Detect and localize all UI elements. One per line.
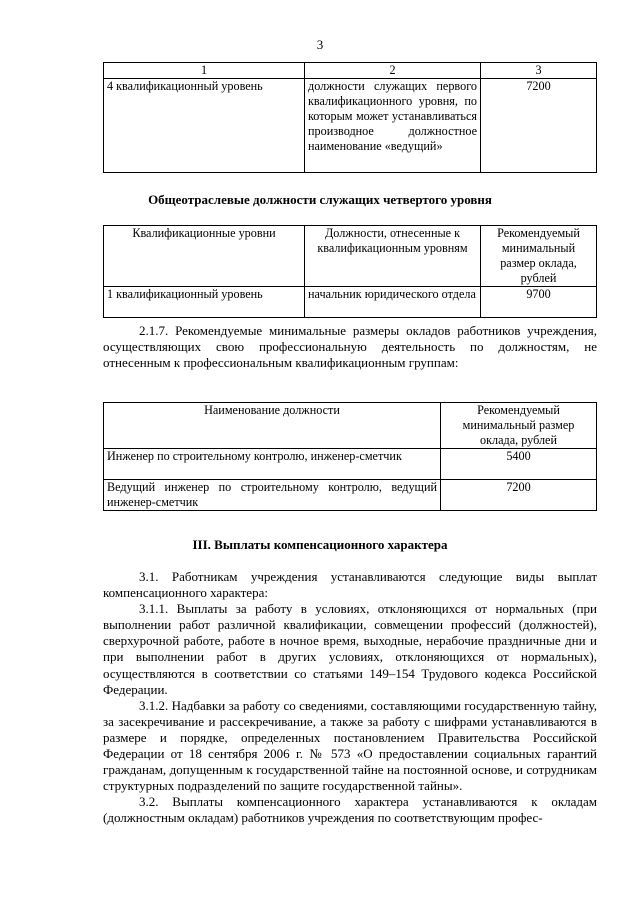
table-header-row xyxy=(104,63,597,79)
paragraph-3-2: 3.2. Выплаты компенсационного характера устанавливаются к окладам (должностным окладам) работников учреждения по соответствующим профес- xyxy=(103,794,597,826)
paragraph-3-1-2: 3.1.2. Надбавки за работу со сведениями, составляющими государственную тайну, за засекречивание и рассекречивание, а также за работу с шифрами устанавливаются в размере и порядке, определенных постановлением Правительства Российской Федерации от 18 сентября 2006 г. № 573 «О предоставлении социальных гарантий гражданам, допущенным к государственной тайне на постоянной основе, и сотрудникам структурных подразделений по защите государственной тайны». xyxy=(103,697,597,794)
level-cell: 1 квалификационный уровень xyxy=(104,287,305,318)
table-row xyxy=(104,79,597,173)
level-cell: 4 квалификационный уровень xyxy=(104,79,305,173)
header-cell: Квалификационные уровни xyxy=(104,226,305,287)
header-cell: 1 xyxy=(104,63,305,79)
table-header-row xyxy=(104,226,597,287)
position-name-cell: Ведущий инженер по строительному контролю, ведущий инженер-сметчик xyxy=(104,480,441,511)
table-fourth-level-positions xyxy=(103,225,597,318)
positions-cell: должности служащих первого квалификационного уровня, по которым может устанавливаться производное должностное наименование «ведущий» xyxy=(305,79,481,173)
section-3-body xyxy=(103,569,597,827)
page-number: 3 xyxy=(316,37,324,52)
table-row xyxy=(104,287,597,318)
header-cell: Должности, отнесенные к квалификационным уровням xyxy=(305,226,481,287)
salary-cell: 7200 xyxy=(441,480,597,511)
table-row xyxy=(104,449,597,480)
position-name-cell: Инженер по строительному контролю, инженер-сметчик xyxy=(104,449,441,480)
header-cell: 3 xyxy=(481,63,597,79)
table-other-positions xyxy=(103,402,597,511)
header-cell: Рекомендуемый минимальный размер оклада, рублей xyxy=(441,403,597,449)
salary-cell: 7200 xyxy=(481,79,597,173)
table-header-row xyxy=(104,403,597,449)
salary-cell: 5400 xyxy=(441,449,597,480)
paragraph-3-1-1: 3.1.1. Выплаты за работу в условиях, отклоняющихся от нормальных (при выполнении работ различной квалификации, совмещении профессий (должностей), сверхурочной работе, работе в ночное время, выходные, нерабочие праздничные дни и при выполнении работ в других условиях, отклоняющихся от нормальных), осуществляются в соответствии со статьями 149–154 Трудового кодекса Российской Федерации. xyxy=(103,601,597,697)
section-heading-compensation: III. Выплаты компенсационного характера xyxy=(192,537,448,552)
positions-cell: начальник юридического отдела xyxy=(305,287,481,318)
section-heading-fourth-level: Общеотраслевые должности служащих четвертого уровня xyxy=(148,192,492,207)
salary-cell: 9700 xyxy=(481,287,597,318)
paragraph-3-1: 3.1. Работникам учреждения устанавливаются следующие виды выплат компенсационного характера: xyxy=(103,569,597,601)
header-cell: Рекомендуемый минимальный размер оклада, рублей xyxy=(481,226,597,287)
table-row xyxy=(104,480,597,511)
header-cell: 2 xyxy=(305,63,481,79)
table-qualification-level-4 xyxy=(103,62,597,173)
paragraph-2-1-7 xyxy=(103,323,597,371)
paragraph-text: 2.1.7. Рекомендуемые минимальные размеры окладов работников учреждения, осуществляющих свою профессиональную деятельность по должностям, не отнесенным к профессиональным квалификационным группам: xyxy=(103,323,597,371)
header-cell: Наименование должности xyxy=(104,403,441,449)
